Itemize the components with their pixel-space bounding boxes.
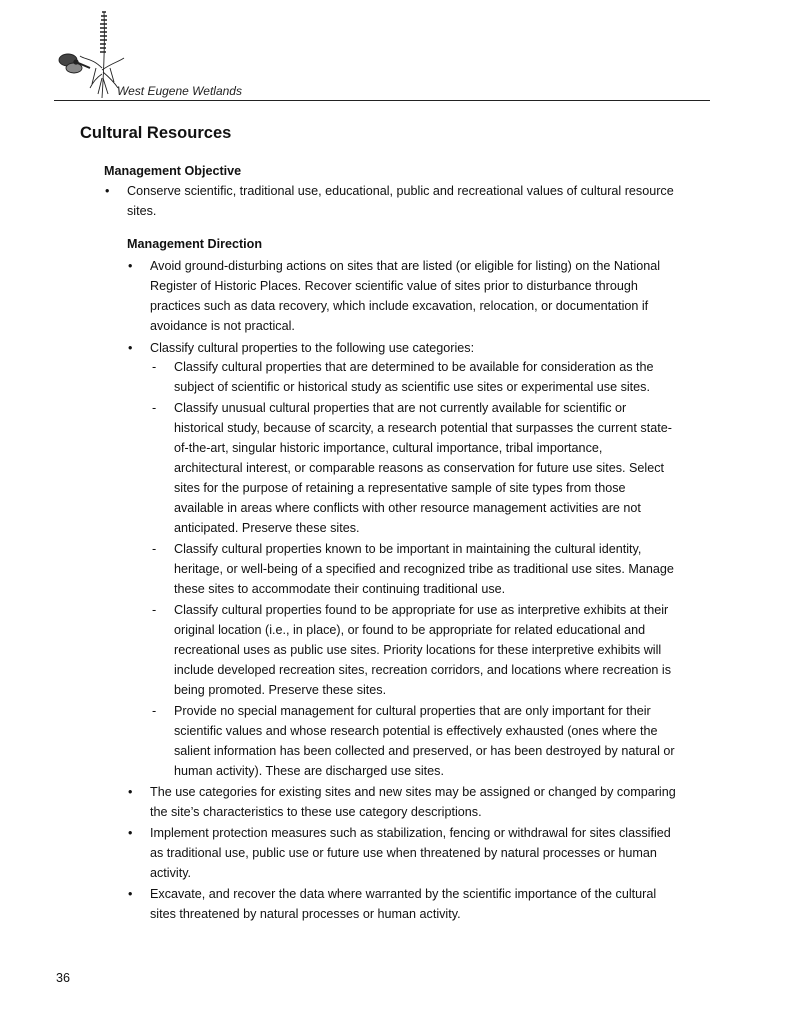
sub-item-line: subject of scientific or historical study as scientific use sites or experimental use sites. [174, 380, 650, 394]
dash-icon: - [152, 603, 157, 617]
direction-line: avoidance is not practical. [150, 319, 295, 333]
direction-line: Register of Historic Places. Recover scientific value of sites prior to disturbance through [150, 279, 638, 293]
sub-item-line: of-the-art, singular historic importance, cultural importance, tribal importance, [174, 441, 603, 455]
page-number: 36 [56, 971, 71, 985]
direction-line: practices such as data recovery, which include excavation, relocation, or documentation if [150, 299, 649, 313]
sub-item-line: recreational uses as public use sites. Priority locations for these interpretive exhibits will [174, 643, 662, 657]
sub-item-line: historical study, because of scarcity, a research potential that surpasses the current state- [174, 421, 672, 435]
sub-item-line: Classify unusual cultural properties that are not currently available for scientific or [174, 401, 627, 415]
sub-item-line: anticipated. Preserve these sites. [174, 521, 360, 535]
direction-line: Implement protection measures such as stabilization, fencing or withdrawal for sites classified [150, 826, 671, 840]
direction-line: as traditional use, public use or future use when threatened by natural processes or human [150, 846, 657, 860]
sub-item-line: scientific values and whose research potential is effectively exhausted (ones where the [174, 724, 658, 738]
dash-icon: - [152, 360, 157, 374]
sub-item-line: Provide no special management for cultural properties that are only important for their [174, 704, 651, 718]
sub-item-line: sites for the purpose of retaining a representative sample of site types from those [174, 481, 626, 495]
bullet-icon: • [128, 826, 133, 840]
bullet-icon: • [128, 341, 133, 355]
sub-item-line: these sites to accommodate their continuing traditional use. [174, 582, 506, 596]
objective-line: sites. [127, 204, 157, 218]
sub-item-line: being promoted. Preserve these sites. [174, 683, 387, 697]
direction-line: Excavate, and recover the data where warranted by the scientific importance of the cultural [150, 887, 657, 901]
objective-line: Conserve scientific, traditional use, educational, public and recreational values of cultural resource [127, 184, 674, 198]
direction-line: The use categories for existing sites and new sites may be assigned or changed by comparing [150, 785, 676, 799]
direction-line: Avoid ground-disturbing actions on sites that are listed (or eligible for listing) on the National [150, 259, 661, 273]
header-divider [54, 100, 710, 101]
sub-item-line: original location (i.e., in place), or found to be appropriate for related educational and [174, 623, 646, 637]
header-title: West Eugene Wetlands [117, 84, 242, 98]
bullet-icon: • [128, 259, 133, 273]
management-direction-heading: Management Direction [127, 237, 263, 251]
dash-icon: - [152, 401, 157, 415]
direction-line: Classify cultural properties to the following use categories: [150, 341, 475, 355]
sub-item-line: Classify cultural properties that are determined to be available for consideration as the [174, 360, 654, 374]
management-objective-heading: Management Objective [104, 164, 242, 178]
dash-icon: - [152, 704, 157, 718]
section-title: Cultural Resources [80, 124, 232, 142]
sub-item-line: human activity). These are discharged use sites. [174, 764, 444, 778]
direction-line: the site’s characteristics to these use category descriptions. [150, 805, 482, 819]
bullet-icon: • [128, 785, 133, 799]
sub-item-line: include developed recreation sites, recreation corridors, and locations where recreation is [174, 663, 672, 677]
sub-item-line: available in areas where conflicts with other resource management activities are not [174, 501, 641, 515]
direction-line: sites threatened by natural processes or human activity. [150, 907, 461, 921]
direction-line: activity. [150, 866, 192, 880]
dash-icon: - [152, 542, 157, 556]
sub-item-line: heritage, or well-being of a specified and recognized tribe as traditional use sites. Manage [174, 562, 674, 576]
sub-item-line: Classify cultural properties found to be appropriate for use as interpretive exhibits at their [174, 603, 669, 617]
sub-item-line: architectural interest, or comparable reasons as conservation for future use sites. Select [174, 461, 664, 475]
sub-item-line: salient information has been collected and preserved, or has been destroyed by natural or [174, 744, 675, 758]
bullet-icon: • [128, 887, 133, 901]
bullet-icon: • [105, 184, 110, 198]
sub-item-line: Classify cultural properties known to be important in maintaining the cultural identity, [174, 542, 642, 556]
